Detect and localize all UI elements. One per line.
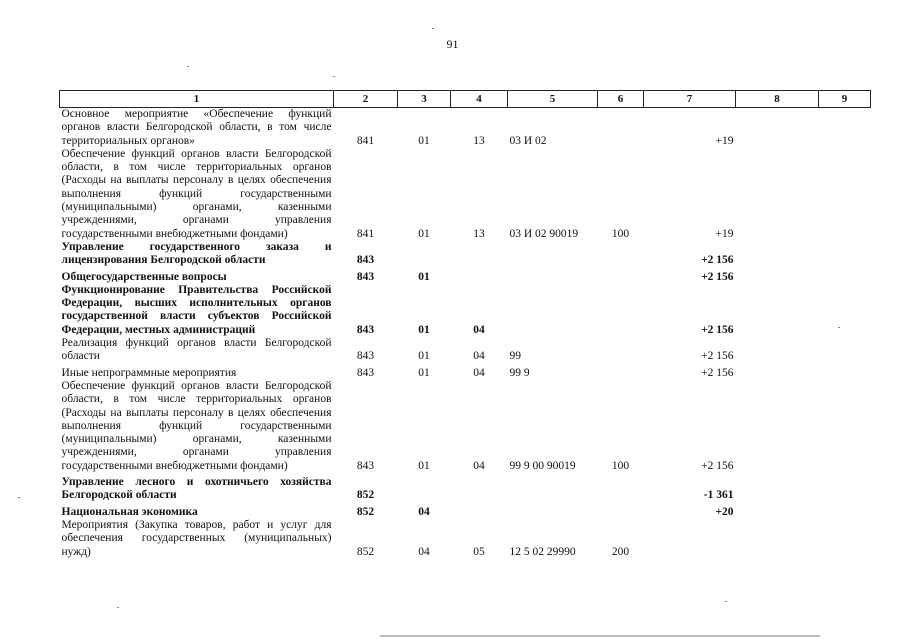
column-9-cell bbox=[819, 503, 871, 519]
expense-type-cell bbox=[598, 364, 644, 380]
budget-table bbox=[59, 90, 871, 559]
subsection-cell: 04 bbox=[473, 350, 485, 363]
column-8-cell bbox=[736, 503, 819, 519]
target-article-cell bbox=[508, 284, 598, 337]
column-number-header-row bbox=[60, 91, 871, 108]
column-9-cell bbox=[819, 268, 871, 284]
expense-type-cell: 100 bbox=[611, 227, 630, 240]
page-number: 91 bbox=[446, 37, 459, 51]
column-9-cell bbox=[819, 380, 871, 473]
scan-speck bbox=[838, 327, 840, 328]
amount-change-cell: +19 bbox=[715, 134, 734, 147]
admin-code-cell: 843 bbox=[356, 366, 375, 379]
table-row bbox=[60, 268, 871, 284]
scan-speck bbox=[432, 28, 434, 29]
table-row bbox=[60, 519, 871, 559]
section-cell bbox=[398, 241, 451, 268]
table-row bbox=[60, 284, 871, 337]
amount-change-cell: +20 bbox=[715, 505, 734, 518]
section-cell: 04 bbox=[418, 545, 430, 558]
amount-change-cell: +2 156 bbox=[701, 323, 734, 336]
budget-table-body bbox=[60, 108, 871, 559]
amount-change-cell: +2 156 bbox=[701, 350, 734, 363]
column-8-cell bbox=[736, 519, 819, 559]
table-row bbox=[60, 337, 871, 364]
column-header-1: 1 bbox=[60, 91, 334, 108]
row-name-cell: Обеспечение функций органов власти Белгородской области, в том числе территориальных органов (Расходы на выплаты персоналу в целях обеспечения выполнения функций государственными (муниципальными) органами, казенными учреждениями, органами управления государственными внебюджетными фондами) bbox=[61, 379, 332, 472]
target-article-cell: 03 И 02 90019 bbox=[509, 227, 579, 240]
column-8-cell bbox=[736, 108, 819, 148]
column-9-cell bbox=[819, 473, 871, 503]
section-cell: 01 bbox=[418, 134, 430, 147]
subsection-cell: 04 bbox=[473, 366, 485, 379]
row-name-cell: Основное мероприятие «Обеспечение функций органов власти Белгородской области, в том числе территориальных органов» bbox=[61, 108, 332, 147]
admin-code-cell: 852 bbox=[356, 545, 375, 558]
row-name-cell: Общегосударственные вопросы bbox=[61, 270, 227, 283]
target-article-cell: 99 bbox=[509, 350, 521, 363]
target-article-cell bbox=[508, 473, 598, 503]
column-header-4: 4 bbox=[451, 91, 508, 108]
row-name-cell: Управление лесного и охотничьего хозяйства Белгородской области bbox=[61, 476, 332, 502]
section-cell bbox=[398, 473, 451, 503]
column-header-3: 3 bbox=[398, 91, 451, 108]
column-8-cell bbox=[736, 380, 819, 473]
column-9-cell bbox=[819, 241, 871, 268]
subsection-cell: 13 bbox=[473, 134, 485, 147]
target-article-cell: 12 5 02 29990 bbox=[509, 545, 576, 558]
table-row bbox=[60, 148, 871, 241]
section-cell: 01 bbox=[418, 227, 430, 240]
amount-change-cell: +2 156 bbox=[701, 270, 734, 283]
amount-change-cell: +19 bbox=[715, 227, 734, 240]
table-row bbox=[60, 364, 871, 380]
admin-code-cell: 843 bbox=[356, 270, 375, 283]
admin-code-cell: 852 bbox=[356, 505, 375, 518]
row-name-cell: Мероприятия (Закупка товаров, работ и услуг для обеспечения государственных (муниципальных) нужд) bbox=[61, 518, 332, 558]
admin-code-cell: 843 bbox=[356, 254, 375, 267]
column-8-cell bbox=[736, 241, 819, 268]
amount-change-cell: +2 156 bbox=[701, 366, 734, 379]
column-9-cell bbox=[819, 148, 871, 241]
row-name-cell: Национальная экономика bbox=[61, 505, 198, 518]
row-name-cell: Обеспечение функций органов власти Белгородской области, в том числе территориальных органов (Расходы на выплаты персоналу в целях обеспечения выполнения функций государственными (муниципальными) органами, казенными учреждениями, органами управления государственными внебюджетными фондами) bbox=[61, 147, 332, 240]
expense-type-cell bbox=[598, 473, 644, 503]
admin-code-cell: 852 bbox=[356, 489, 375, 502]
section-cell: 04 bbox=[418, 505, 430, 518]
table-row bbox=[60, 380, 871, 473]
subsection-cell: 05 bbox=[473, 545, 485, 558]
target-article-cell bbox=[508, 241, 598, 268]
row-name-cell: Управление государственного заказа и лицензирования Белгородской области bbox=[61, 240, 332, 267]
table-row bbox=[60, 503, 871, 519]
admin-code-cell: 841 bbox=[356, 134, 375, 147]
scan-bottom-edge bbox=[380, 635, 820, 637]
table-row bbox=[60, 108, 871, 148]
expense-type-cell bbox=[598, 284, 644, 337]
expense-type-cell bbox=[598, 241, 644, 268]
admin-code-cell: 843 bbox=[356, 350, 375, 363]
scan-speck bbox=[187, 66, 189, 67]
amount-change-cell: +2 156 bbox=[701, 254, 734, 267]
section-cell: 01 bbox=[418, 270, 430, 283]
column-9-cell bbox=[819, 364, 871, 380]
expense-type-cell bbox=[598, 268, 644, 284]
subsection-cell bbox=[451, 241, 508, 268]
column-header-9: 9 bbox=[819, 91, 871, 108]
admin-code-cell: 841 bbox=[356, 227, 375, 240]
subsection-cell bbox=[451, 473, 508, 503]
subsection-cell bbox=[451, 503, 508, 519]
scan-speck bbox=[725, 601, 727, 602]
column-header-6: 6 bbox=[598, 91, 644, 108]
scan-speck bbox=[117, 607, 119, 608]
expense-type-cell: 100 bbox=[611, 459, 630, 472]
column-8-cell bbox=[736, 148, 819, 241]
scan-speck bbox=[18, 497, 20, 498]
row-name-cell: Реализация функций органов власти Белгородской области bbox=[61, 337, 332, 363]
section-cell: 01 bbox=[418, 459, 430, 472]
scan-speck bbox=[333, 76, 335, 77]
column-8-cell bbox=[736, 268, 819, 284]
row-name-cell: Иные непрограммные мероприятия bbox=[61, 366, 237, 379]
admin-code-cell: 843 bbox=[356, 323, 375, 336]
target-article-cell: 99 9 bbox=[509, 366, 530, 379]
column-8-cell bbox=[736, 473, 819, 503]
expense-type-cell bbox=[598, 337, 644, 364]
row-name-cell: Функционирование Правительства Российской Федерации, высших исполнительных органов государственной власти субъектов Российской Федерации, местных администраций bbox=[61, 283, 332, 336]
column-header-8: 8 bbox=[736, 91, 819, 108]
expense-type-cell bbox=[598, 108, 644, 148]
column-8-cell bbox=[736, 337, 819, 364]
target-article-cell bbox=[508, 268, 598, 284]
column-8-cell bbox=[736, 284, 819, 337]
expense-type-cell: 200 bbox=[611, 545, 630, 558]
admin-code-cell: 843 bbox=[356, 459, 375, 472]
subsection-cell: 04 bbox=[473, 459, 485, 472]
target-article-cell bbox=[508, 503, 598, 519]
section-cell: 01 bbox=[418, 350, 430, 363]
subsection-cell: 04 bbox=[473, 323, 485, 336]
target-article-cell: 99 9 00 90019 bbox=[509, 459, 576, 472]
column-header-5: 5 bbox=[508, 91, 598, 108]
subsection-cell: 13 bbox=[473, 227, 485, 240]
column-9-cell bbox=[819, 108, 871, 148]
table-row bbox=[60, 473, 871, 503]
amount-change-cell bbox=[644, 519, 736, 559]
amount-change-cell: +2 156 bbox=[701, 459, 734, 472]
section-cell: 01 bbox=[418, 323, 430, 336]
column-9-cell bbox=[819, 284, 871, 337]
column-9-cell bbox=[819, 337, 871, 364]
column-header-7: 7 bbox=[644, 91, 736, 108]
target-article-cell: 03 И 02 bbox=[509, 134, 547, 147]
column-header-2: 2 bbox=[334, 91, 398, 108]
column-9-cell bbox=[819, 519, 871, 559]
subsection-cell bbox=[451, 268, 508, 284]
table-row bbox=[60, 241, 871, 268]
section-cell: 01 bbox=[418, 366, 430, 379]
column-8-cell bbox=[736, 364, 819, 380]
expense-type-cell bbox=[598, 503, 644, 519]
amount-change-cell: -1 361 bbox=[703, 489, 734, 502]
